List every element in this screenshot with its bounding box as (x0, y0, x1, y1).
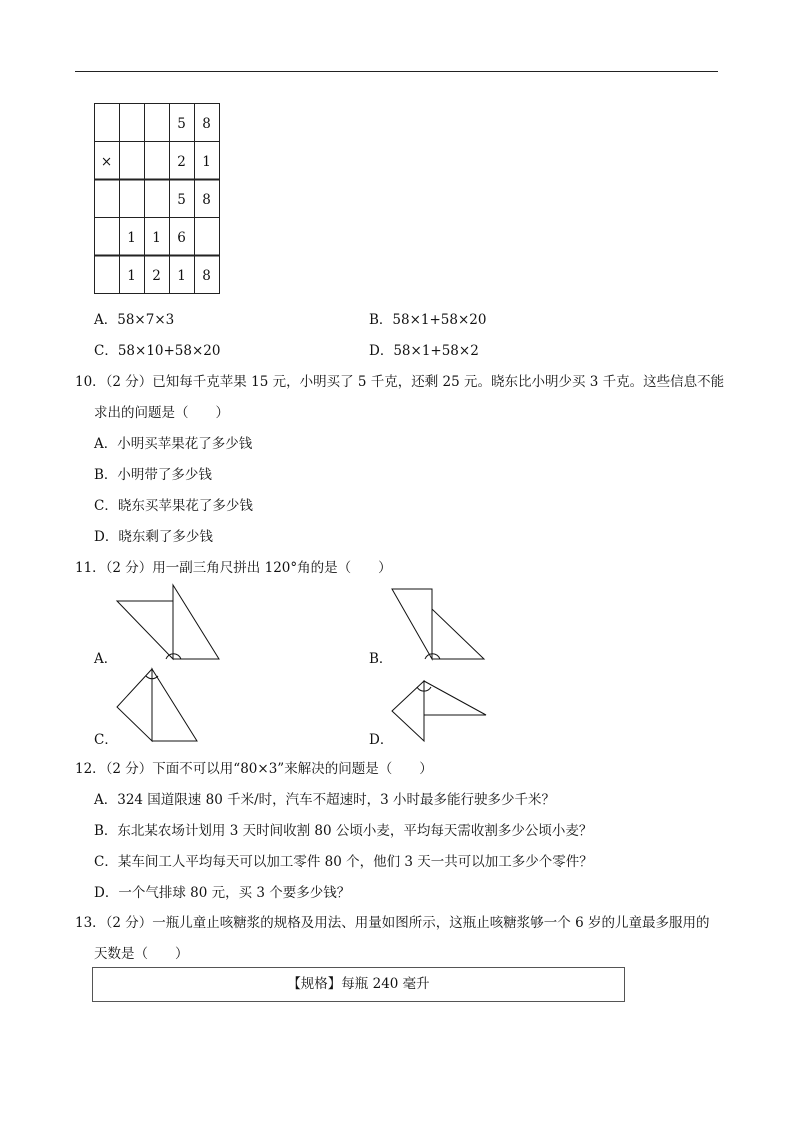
q9-option-a[interactable]: A．58×7×3 (94, 312, 175, 328)
q12-stem: 12．（2 分）下面不可以用“80×3”来解决的问题是（ ） (75, 761, 433, 777)
q12-option-b[interactable]: B．东北某农场计划用 3 天时间收割 80 公顷小麦，平均每天需收割多少公顷小麦？ (94, 823, 593, 839)
q10-option-d[interactable]: D．晓东剩了多少钱 (94, 529, 213, 545)
grid-cell: 8 (202, 192, 211, 208)
syrup-spec-box (92, 967, 625, 1002)
q10-option-a[interactable]: A．小明买苹果花了多少钱 (94, 436, 253, 452)
q11-stem: 11．（2 分）用一副三角尺拼出 120°角的是（ ） (75, 560, 392, 576)
grid-cell: 6 (177, 230, 186, 246)
grid-cell: 1 (177, 268, 186, 284)
grid-cell: 1 (127, 230, 136, 246)
grid-cell: 2 (177, 154, 186, 170)
syrup-spec-text: 【规格】每瓶 240 毫升 (287, 976, 430, 992)
q11-option-c[interactable]: C． (94, 732, 118, 748)
grid-cell: × (100, 154, 113, 170)
q11-option-b[interactable]: B． (369, 651, 393, 667)
q9-option-d[interactable]: D．58×1+58×2 (369, 343, 479, 359)
grid-cell: 2 (152, 268, 161, 284)
grid-cell: 8 (202, 268, 211, 284)
grid-cell: 5 (177, 116, 186, 132)
triangle-figure-b (390, 587, 486, 661)
q12-option-c[interactable]: C．某车间工人平均每天可以加工零件 80 个，他们 3 天一共可以加工多少个零件？ (94, 854, 593, 870)
q10-stem-line1: 10．（2 分）已知每千克苹果 15 元，小明买了 5 千克，还剩 25 元。晓东比小明少买 3 千克。这些信息不能 (75, 374, 725, 390)
grid-cell: 1 (127, 268, 136, 284)
q13-stem-line1: 13．（2 分）一瓶儿童止咳糖浆的规格及用法、用量如图所示，这瓶止咳糖浆够一个 6 岁的儿童最多服用的 (75, 915, 710, 931)
q9-option-c[interactable]: C．58×10+58×20 (94, 343, 221, 359)
grid-cell: 1 (152, 230, 161, 246)
grid-cell: 8 (202, 116, 211, 132)
q12-option-a[interactable]: A．324 国道限速 80 千米/时，汽车不超速时，3 小时最多能行驶多少千米？ (94, 792, 555, 808)
triangle-figure-a (115, 583, 221, 661)
q10-option-b[interactable]: B．小明带了多少钱 (94, 467, 212, 483)
grid-cell: 1 (202, 154, 211, 170)
q12-option-d[interactable]: D．一个气排球 80 元，买 3 个要多少钱？ (94, 885, 351, 901)
q11-option-a[interactable]: A． (94, 651, 118, 667)
q10-option-c[interactable]: C．晓东买苹果花了多少钱 (94, 498, 253, 514)
q10-stem-line2: 求出的问题是（ ） (94, 405, 229, 421)
header-rule (75, 71, 718, 72)
grid-cell: 5 (177, 192, 186, 208)
triangle-figure-c (115, 667, 199, 743)
q11-option-d[interactable]: D． (369, 732, 394, 748)
q13-stem-line2: 天数是（ ） (94, 946, 189, 962)
multiplication-grid (94, 103, 219, 293)
triangle-figure-d (390, 677, 488, 743)
q9-option-b[interactable]: B．58×1+58×20 (369, 312, 487, 328)
